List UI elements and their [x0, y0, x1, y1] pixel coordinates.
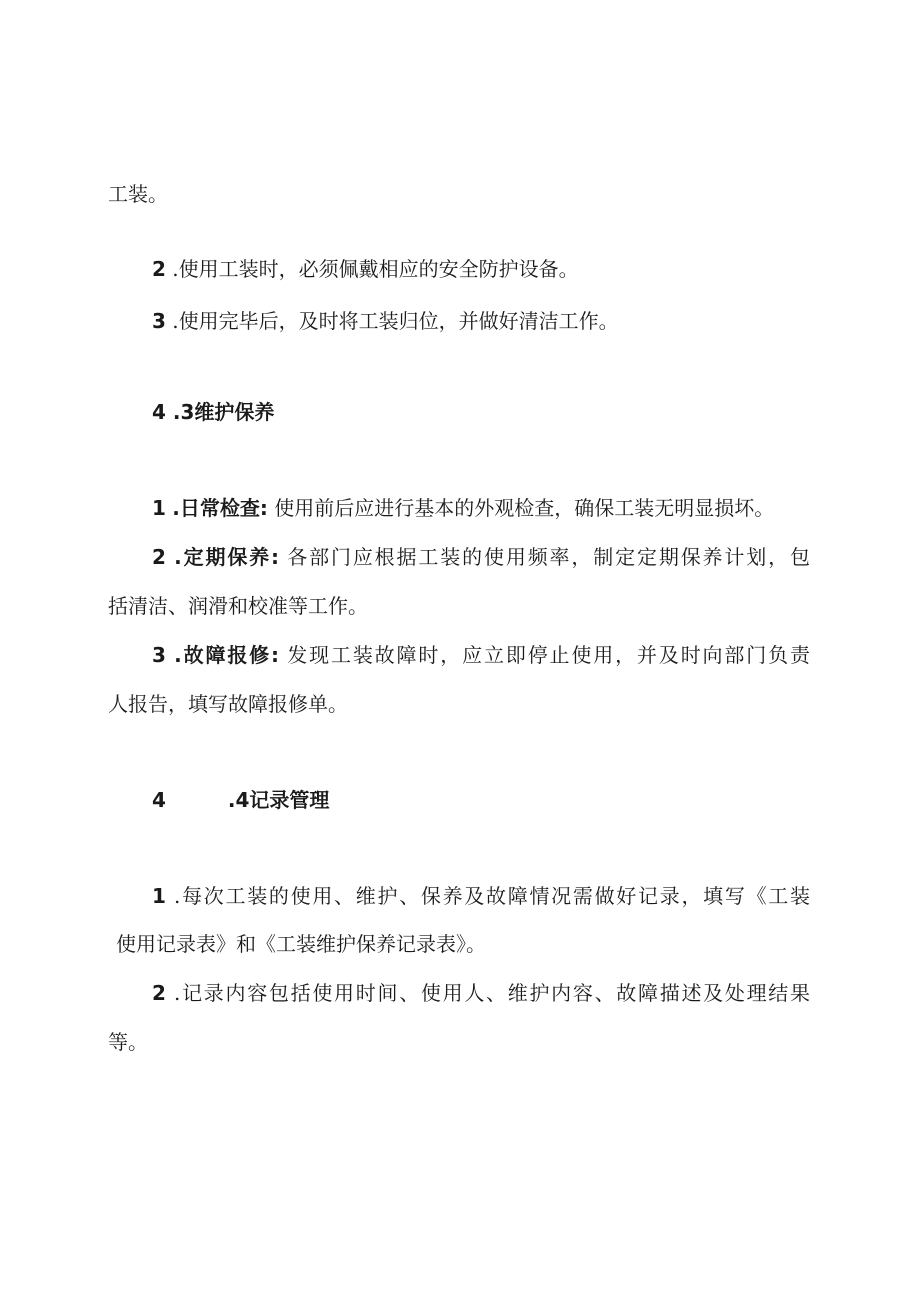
section-heading-records: [152, 786, 329, 814]
usage-item-text: .使用工装时，必须佩戴相应的安全防护设备。: [172, 257, 579, 281]
section-heading-maintenance: [152, 398, 274, 426]
maintenance-item-label: .定期保养:: [174, 545, 280, 569]
record-item-2-continued: 等。: [108, 1030, 148, 1054]
maintenance-item-3: [108, 641, 810, 669]
maintenance-item-label: .日常检查:: [172, 496, 268, 520]
usage-item-text: .使用完毕后，及时将工装归位，并做好清洁工作。: [172, 309, 619, 333]
intro-tail-text: 工装。: [108, 182, 168, 206]
record-item-text: .每次工装的使用、维护、保养及故障情况需做好记录，填写《工装: [174, 884, 811, 908]
section-number: 4: [152, 400, 166, 424]
maintenance-item-2-continued: 括清洁、润滑和校准等工作。: [108, 594, 368, 618]
section-number: 4: [152, 788, 166, 812]
usage-item-3: [152, 307, 619, 335]
record-item-1: [108, 882, 810, 910]
usage-item-number: 2: [152, 257, 166, 281]
maintenance-item-text: 使用前后应进行基本的外观检查，确保工装无明显损坏。: [274, 496, 775, 520]
usage-item-number: 3: [152, 309, 166, 333]
maintenance-item-2: [108, 543, 810, 571]
record-item-1-continued: 使用记录表》和《工装维护保养记录表》。: [116, 932, 486, 956]
maintenance-item-number: 2: [152, 545, 166, 569]
maintenance-item-text: 发现工装故障时，应立即停止使用，并及时向部门负责: [287, 643, 810, 667]
record-item-number: 2: [152, 981, 166, 1005]
section-title: .3维护保养: [172, 400, 275, 424]
maintenance-item-1: [152, 494, 774, 522]
record-item-number: 1: [152, 884, 166, 908]
maintenance-item-number: 3: [152, 643, 166, 667]
section-title: .4记录管理: [227, 788, 330, 812]
maintenance-item-text: 各部门应根据工装的使用频率，制定定期保养计划，包: [287, 545, 810, 569]
usage-item-2: [152, 255, 579, 283]
record-item-text: .记录内容包括使用时间、使用人、维护内容、故障描述及处理结果: [174, 981, 811, 1005]
maintenance-item-3-continued: 人报告，填写故障报修单。: [108, 692, 348, 716]
maintenance-item-label: .故障报修:: [174, 643, 280, 667]
maintenance-item-number: 1: [152, 496, 166, 520]
record-item-2: [108, 979, 810, 1007]
